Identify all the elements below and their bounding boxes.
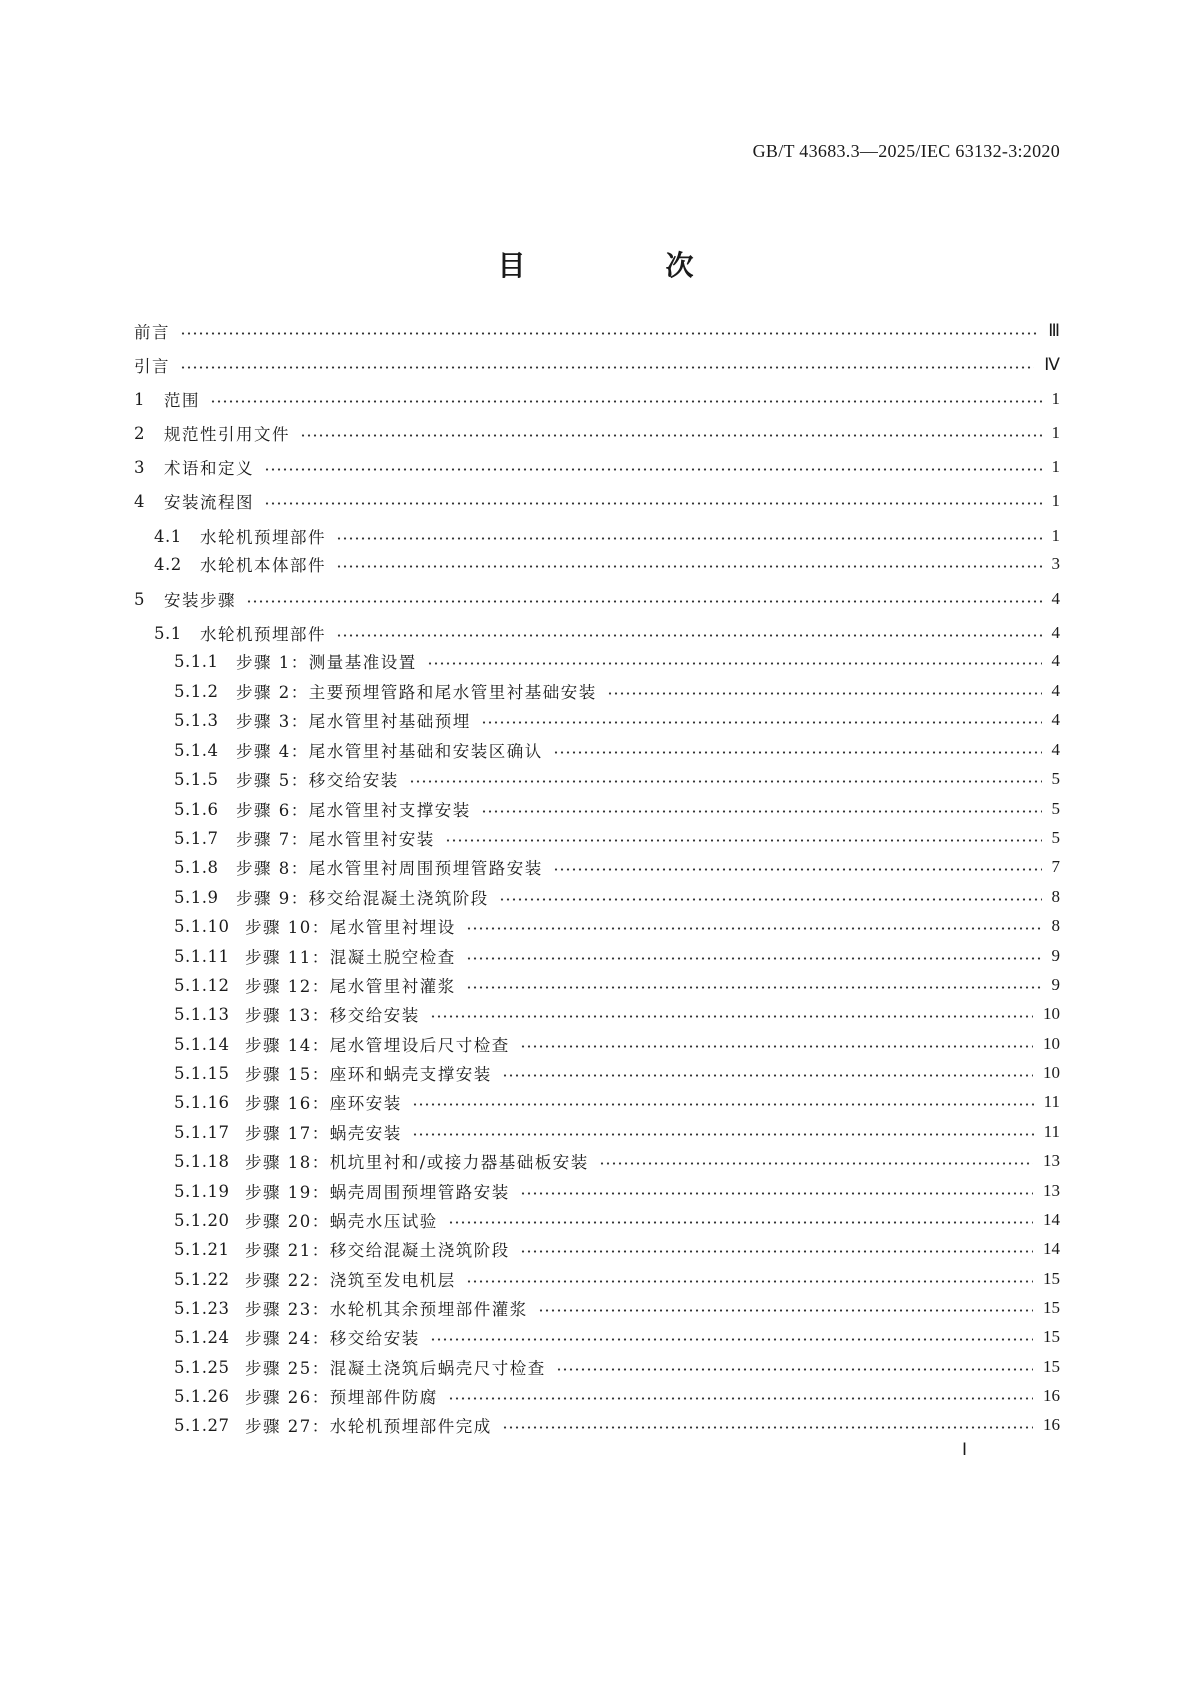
- toc-entry-page: 4: [1051, 623, 1060, 642]
- toc-entry-page: 15: [1043, 1327, 1060, 1346]
- toc-entry-page: Ⅳ: [1044, 355, 1060, 374]
- toc-entry-page: 10: [1043, 1063, 1060, 1082]
- toc-entry[interactable]: [174, 1089, 1060, 1115]
- toc-entry-title: 步骤 18：机坑里衬和/或接力器基础板安装: [245, 1153, 589, 1172]
- dot-leader: [264, 502, 1042, 505]
- toc-entry-title: 前言: [134, 323, 170, 342]
- dot-leader: [502, 1426, 1033, 1429]
- toc-entry-title: 步骤 12：尾水管里衬灌浆: [245, 977, 456, 996]
- toc-entry-title: 步骤 27：水轮机预埋部件完成: [245, 1417, 492, 1436]
- toc-entry[interactable]: [174, 737, 1060, 763]
- toc-entry[interactable]: [174, 913, 1060, 939]
- page-title: 目 次: [497, 249, 750, 282]
- toc-entry-page: 14: [1043, 1239, 1060, 1258]
- toc-entry-number: 5.1.2: [174, 681, 219, 701]
- toc-entry-page: 11: [1043, 1092, 1060, 1111]
- toc-entry-page: 1: [1051, 457, 1060, 476]
- toc-entry-page: 11: [1043, 1122, 1060, 1141]
- toc-entry[interactable]: [174, 1354, 1060, 1380]
- dot-leader: [427, 662, 1042, 665]
- toc-entry-page: 13: [1043, 1181, 1060, 1200]
- toc-entry-number: 5.1.10: [174, 916, 230, 936]
- toc-entry[interactable]: [174, 1060, 1060, 1086]
- toc-entry-number: 5.1.20: [174, 1210, 230, 1230]
- dot-leader: [553, 751, 1042, 754]
- toc-entry-number: 5.1.1: [174, 651, 219, 671]
- dot-leader: [466, 986, 1042, 989]
- toc-entry-page: 5: [1051, 799, 1060, 818]
- dot-leader: [481, 721, 1042, 724]
- toc-entry-title: 步骤 10：尾水管里衬埋设: [245, 918, 456, 937]
- toc-entry-number: 5.1.3: [174, 710, 219, 730]
- toc-entry-number: 5.1.18: [174, 1151, 230, 1171]
- toc-entry-page: 4: [1051, 681, 1060, 700]
- toc-entry-page: 9: [1051, 946, 1060, 965]
- toc-entry[interactable]: [174, 1412, 1060, 1438]
- toc-entry-page: 15: [1043, 1269, 1060, 1288]
- toc-entry-title: 引言: [134, 357, 170, 376]
- toc-entry-page: 3: [1051, 554, 1060, 573]
- toc-entry-number: 1: [134, 389, 145, 409]
- toc-entry-page: 13: [1043, 1151, 1060, 1170]
- toc-entry-title: 步骤 7：尾水管里衬安装: [236, 830, 435, 849]
- toc-entry-title: 水轮机本体部件: [200, 556, 326, 575]
- toc-entry-page: 10: [1043, 1004, 1060, 1023]
- toc-entry-title: 水轮机预埋部件: [200, 625, 326, 644]
- dot-leader: [556, 1368, 1033, 1371]
- toc-entry-number: 5.1.4: [174, 740, 219, 760]
- document-code: GB/T 43683.3—2025/IEC 63132-3:2020: [752, 141, 1060, 161]
- toc-entry[interactable]: [174, 1383, 1060, 1409]
- toc-entry[interactable]: [174, 825, 1060, 851]
- toc-entry-page: 1: [1051, 491, 1060, 510]
- dot-leader: [466, 1280, 1033, 1283]
- toc-entry-number: 2: [134, 423, 145, 443]
- dot-leader: [180, 332, 1038, 335]
- toc-entry[interactable]: [174, 766, 1060, 792]
- toc-entry[interactable]: [174, 1295, 1060, 1321]
- dot-leader: [180, 366, 1034, 369]
- toc-entry-title: 步骤 23：水轮机其余预埋部件灌浆: [245, 1300, 528, 1319]
- toc-entry-title: 步骤 24：移交给安装: [245, 1329, 420, 1348]
- toc-entry-title: 步骤 16：座环安装: [245, 1094, 402, 1113]
- dot-leader: [520, 1250, 1033, 1253]
- dot-leader: [502, 1074, 1033, 1077]
- dot-leader: [264, 468, 1042, 471]
- toc-entry-page: 4: [1051, 651, 1060, 670]
- toc-entry[interactable]: [174, 1148, 1060, 1174]
- toc-entry-number: 5.1.19: [174, 1181, 230, 1201]
- dot-leader: [300, 434, 1042, 437]
- toc-entry-title: 步骤 6：尾水管里衬支撑安装: [236, 801, 471, 820]
- toc-entry[interactable]: [154, 620, 1060, 646]
- toc-entry-title: 步骤 13：移交给安装: [245, 1006, 420, 1025]
- toc-entry[interactable]: [174, 1031, 1060, 1057]
- toc-entry-number: 4.1: [154, 526, 182, 546]
- toc-entry[interactable]: [174, 707, 1060, 733]
- toc-entry[interactable]: [154, 551, 1060, 577]
- toc-entry[interactable]: [134, 352, 1060, 378]
- dot-leader: [466, 957, 1042, 960]
- dot-leader: [336, 634, 1042, 637]
- toc-entry-number: 5: [134, 589, 145, 609]
- toc-entry-page: 4: [1051, 740, 1060, 759]
- toc-entry-title: 水轮机预埋部件: [200, 528, 326, 547]
- toc-entry-number: 5.1.15: [174, 1063, 230, 1083]
- toc-entry[interactable]: [134, 386, 1060, 412]
- toc-entry[interactable]: [174, 972, 1060, 998]
- dot-leader: [520, 1045, 1033, 1048]
- toc-entry-number: 5.1.25: [174, 1357, 230, 1377]
- toc-entry-number: 5.1.23: [174, 1298, 230, 1318]
- dot-leader: [445, 839, 1042, 842]
- toc-entry[interactable]: [174, 1119, 1060, 1145]
- toc-entry[interactable]: [134, 586, 1060, 612]
- toc-entry[interactable]: [134, 420, 1060, 446]
- toc-entry-title: 步骤 26：预埋部件防腐: [245, 1388, 438, 1407]
- dot-leader: [466, 927, 1042, 930]
- toc-entry-title: 步骤 22：浇筑至发电机层: [245, 1271, 456, 1290]
- dot-leader: [412, 1133, 1034, 1136]
- page-number: Ⅰ: [961, 1440, 967, 1459]
- toc-entry-number: 5.1.26: [174, 1386, 230, 1406]
- toc-entry[interactable]: [134, 318, 1060, 344]
- toc-entry-number: 5.1.14: [174, 1034, 230, 1054]
- dot-leader: [448, 1397, 1033, 1400]
- dot-leader: [409, 780, 1042, 783]
- toc-entry-title: 步骤 8：尾水管里衬周围预埋管路安装: [236, 859, 543, 878]
- toc-entry-page: 10: [1043, 1034, 1060, 1053]
- toc-entry[interactable]: [174, 1178, 1060, 1204]
- toc-entry[interactable]: [174, 854, 1060, 880]
- toc-entry-page: 15: [1043, 1357, 1060, 1376]
- toc-entry-number: 3: [134, 457, 145, 477]
- toc-entry-number: 5.1.11: [174, 946, 230, 966]
- toc-entry-title: 术语和定义: [164, 459, 254, 478]
- toc-entry[interactable]: [174, 796, 1060, 822]
- toc-entry[interactable]: [174, 1266, 1060, 1292]
- toc-entry-page: 5: [1051, 769, 1060, 788]
- toc-entry-number: 5.1.7: [174, 828, 219, 848]
- toc-entry-number: 4: [134, 491, 145, 511]
- toc-entry[interactable]: [174, 1324, 1060, 1350]
- toc-entry[interactable]: [174, 943, 1060, 969]
- toc-entry-number: 5.1.27: [174, 1415, 230, 1435]
- dot-leader: [246, 600, 1042, 603]
- dot-leader: [499, 898, 1042, 901]
- toc-entry-page: 15: [1043, 1298, 1060, 1317]
- toc-entry-number: 5.1.22: [174, 1269, 230, 1289]
- toc-entry-number: 5.1.13: [174, 1004, 230, 1024]
- toc-entry-number: 5.1.21: [174, 1239, 230, 1259]
- toc-entry[interactable]: [174, 1207, 1060, 1233]
- toc-entry[interactable]: [174, 1236, 1060, 1262]
- toc-entry-number: 5.1: [154, 623, 182, 643]
- dot-leader: [430, 1338, 1033, 1341]
- toc-entry-page: 5: [1051, 828, 1060, 847]
- toc-entry-title: 步骤 14：尾水管埋设后尺寸检查: [245, 1036, 510, 1055]
- dot-leader: [607, 692, 1042, 695]
- toc-entry-title: 范围: [164, 391, 200, 410]
- toc-entry-page: 1: [1051, 389, 1060, 408]
- toc-entry-number: 4.2: [154, 554, 182, 574]
- toc-entry[interactable]: [154, 523, 1060, 549]
- dot-leader: [210, 400, 1042, 403]
- dot-leader: [599, 1162, 1033, 1165]
- toc-entry[interactable]: [174, 678, 1060, 704]
- toc-entry[interactable]: [174, 1001, 1060, 1027]
- dot-leader: [336, 565, 1042, 568]
- toc-entry-title: 步骤 19：蜗壳周围预埋管路安装: [245, 1183, 510, 1202]
- toc-entry-page: 7: [1051, 857, 1060, 876]
- toc-entry-number: 5.1.24: [174, 1327, 230, 1347]
- dot-leader: [430, 1015, 1033, 1018]
- toc-entry-page: 1: [1051, 526, 1060, 545]
- toc-entry-page: 9: [1051, 975, 1060, 994]
- toc-entry-page: 14: [1043, 1210, 1060, 1229]
- toc-entry-title: 步骤 17：蜗壳安装: [245, 1124, 402, 1143]
- toc-entry-number: 5.1.8: [174, 857, 219, 877]
- dot-leader: [520, 1192, 1033, 1195]
- toc-entry-title: 步骤 4：尾水管里衬基础和安装区确认: [236, 742, 543, 761]
- toc-entry-title: 步骤 9：移交给混凝土浇筑阶段: [236, 889, 489, 908]
- toc-entry-page: 1: [1051, 423, 1060, 442]
- toc-entry[interactable]: [134, 454, 1060, 480]
- dot-leader: [553, 868, 1042, 871]
- toc-entry[interactable]: [134, 488, 1060, 514]
- dot-leader: [538, 1309, 1033, 1312]
- toc-entry-title: 步骤 21：移交给混凝土浇筑阶段: [245, 1241, 510, 1260]
- toc-entry-number: 5.1.12: [174, 975, 230, 995]
- toc-entry-number: 5.1.5: [174, 769, 219, 789]
- toc-entry-page: 8: [1051, 916, 1060, 935]
- toc-entry-title: 步骤 3：尾水管里衬基础预埋: [236, 712, 471, 731]
- toc-entry-page: 16: [1043, 1415, 1060, 1434]
- toc-entry-title: 步骤 15：座环和蜗壳支撑安装: [245, 1065, 492, 1084]
- toc-entry[interactable]: [174, 884, 1060, 910]
- toc-entry-title: 规范性引用文件: [164, 425, 290, 444]
- toc-entry-title: 步骤 25：混凝土浇筑后蜗壳尺寸检查: [245, 1359, 546, 1378]
- toc-entry-title: 步骤 20：蜗壳水压试验: [245, 1212, 438, 1231]
- dot-leader: [448, 1221, 1033, 1224]
- toc-entry-number: 5.1.9: [174, 887, 219, 907]
- toc-entry-title: 步骤 5：移交给安装: [236, 771, 399, 790]
- toc-entry-title: 安装步骤: [164, 591, 236, 610]
- toc-entry-page: 8: [1051, 887, 1060, 906]
- toc-entry-page: 4: [1051, 589, 1060, 608]
- toc-entry-number: 5.1.6: [174, 799, 219, 819]
- dot-leader: [412, 1103, 1034, 1106]
- dot-leader: [336, 537, 1042, 540]
- toc-entry-page: Ⅲ: [1048, 321, 1060, 340]
- toc-entry-title: 步骤 1：测量基准设置: [236, 653, 417, 672]
- toc-entry-number: 5.1.17: [174, 1122, 230, 1142]
- toc-entry-number: 5.1.16: [174, 1092, 230, 1112]
- toc-entry-page: 16: [1043, 1386, 1060, 1405]
- toc-entry-page: 4: [1051, 710, 1060, 729]
- dot-leader: [481, 810, 1042, 813]
- toc-entry[interactable]: [174, 648, 1060, 674]
- toc-entry-title: 安装流程图: [164, 493, 254, 512]
- toc-entry-title: 步骤 2：主要预埋管路和尾水管里衬基础安装: [236, 683, 597, 702]
- toc-entry-title: 步骤 11：混凝土脱空检查: [245, 948, 456, 967]
